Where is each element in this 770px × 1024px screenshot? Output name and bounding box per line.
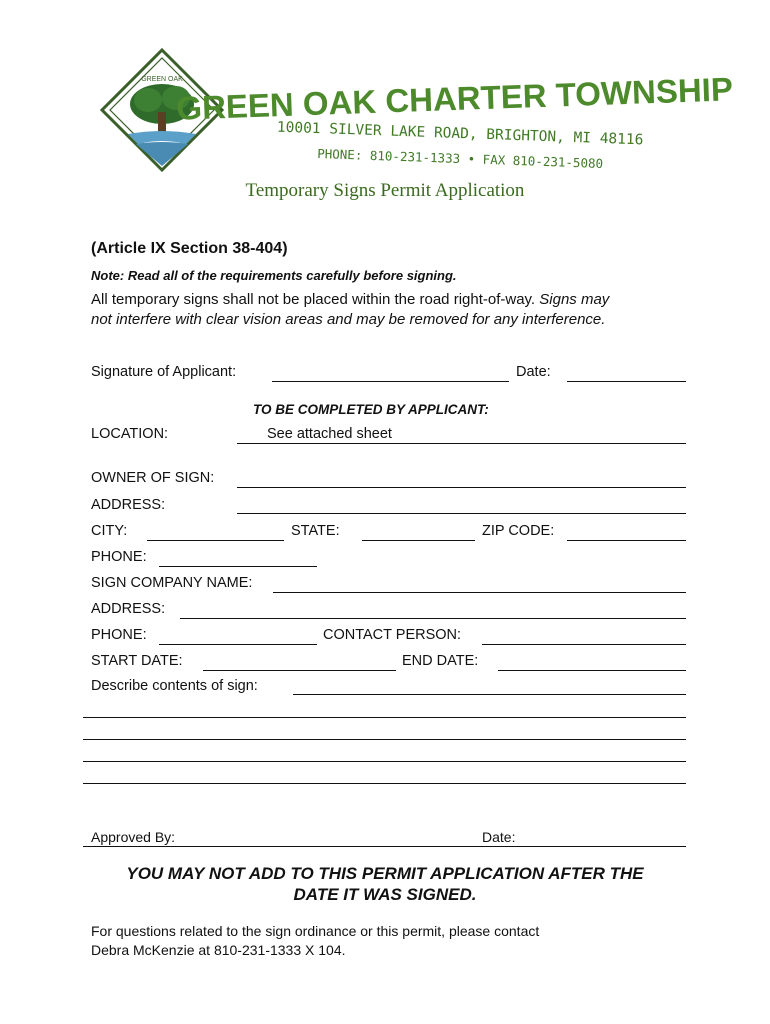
township-header: [175, 60, 734, 180]
city-field[interactable]: [147, 540, 284, 541]
phone-field[interactable]: [159, 566, 317, 567]
note-text: Note: Read all of the requirements carefully before signing.: [91, 268, 457, 283]
location-value: See attached sheet: [267, 426, 392, 442]
contact-label: CONTACT PERSON:: [323, 627, 462, 643]
describe-field-5[interactable]: [83, 783, 686, 784]
start-date-label: START DATE:: [91, 653, 183, 669]
article-reference: (Article IX Section 38-404): [91, 240, 288, 257]
owner-label: OWNER OF SIGN:: [91, 470, 215, 486]
township-address: 10001 SILVER LAKE ROAD, BRIGHTON, MI 48116: [276, 119, 644, 149]
signature-label: Signature of Applicant:: [91, 364, 237, 380]
company-label: SIGN COMPANY NAME:: [91, 575, 253, 591]
signature-date-field[interactable]: [567, 381, 686, 382]
signature-date-label: Date:: [516, 364, 551, 380]
describe-field-4[interactable]: [83, 761, 686, 762]
address-field[interactable]: [237, 513, 686, 514]
rule-paragraph: [91, 290, 691, 330]
rule-italic-2: not interfere with clear vision areas and may be removed for any interference.: [91, 311, 606, 328]
approval-field[interactable]: [83, 846, 686, 847]
form-title: Temporary Signs Permit Application: [245, 180, 525, 201]
address-label: ADDRESS:: [91, 497, 166, 513]
approved-by-label: Approved By:: [91, 829, 176, 845]
location-label: LOCATION:: [91, 426, 169, 442]
end-date-field[interactable]: [498, 670, 686, 671]
rule-italic-1: Signs may: [539, 291, 610, 308]
township-name: GREEN OAK CHARTER TOWNSHIP: [175, 70, 734, 127]
warning-line-1: YOU MAY NOT ADD TO THIS PERMIT APPLICATION AFTER THE: [126, 864, 644, 883]
applicant-heading: TO BE COMPLETED BY APPLICANT:: [253, 402, 489, 417]
contact-info: [91, 922, 539, 960]
describe-field-2[interactable]: [83, 717, 686, 718]
warning-line-2: DATE IT WAS SIGNED.: [293, 885, 477, 904]
company-address-label: ADDRESS:: [91, 601, 166, 617]
contact-line-2: Debra McKenzie at 810-231-1333 X 104.: [91, 942, 346, 958]
township-phone-fax: PHONE: 810-231-1333 • FAX 810-231-5080: [316, 146, 604, 171]
company-field[interactable]: [273, 592, 686, 593]
company-phone-field[interactable]: [159, 644, 317, 645]
logo-text: GREEN OAK: [141, 76, 183, 83]
start-date-field[interactable]: [203, 670, 396, 671]
rule-plain: All temporary signs shall not be placed within the road right-of-way.: [91, 291, 540, 308]
state-label: STATE:: [291, 523, 340, 539]
zip-label: ZIP CODE:: [482, 523, 555, 539]
company-phone-label: PHONE:: [91, 627, 147, 643]
city-label: CITY:: [91, 523, 128, 539]
contact-line-1: For questions related to the sign ordinance or this permit, please contact: [91, 923, 540, 939]
end-date-label: END DATE:: [402, 653, 479, 669]
describe-field-1[interactable]: [293, 694, 686, 695]
owner-field[interactable]: [237, 487, 686, 488]
warning-text: [0, 863, 770, 905]
state-field[interactable]: [362, 540, 475, 541]
location-field[interactable]: [237, 443, 686, 444]
describe-field-3[interactable]: [83, 739, 686, 740]
zip-field[interactable]: [567, 540, 686, 541]
signature-field[interactable]: [272, 381, 509, 382]
approved-date-label: Date:: [482, 829, 516, 845]
company-address-field[interactable]: [180, 618, 686, 619]
describe-label: Describe contents of sign:: [91, 678, 258, 694]
contact-field[interactable]: [482, 644, 686, 645]
phone-label: PHONE:: [91, 549, 147, 565]
